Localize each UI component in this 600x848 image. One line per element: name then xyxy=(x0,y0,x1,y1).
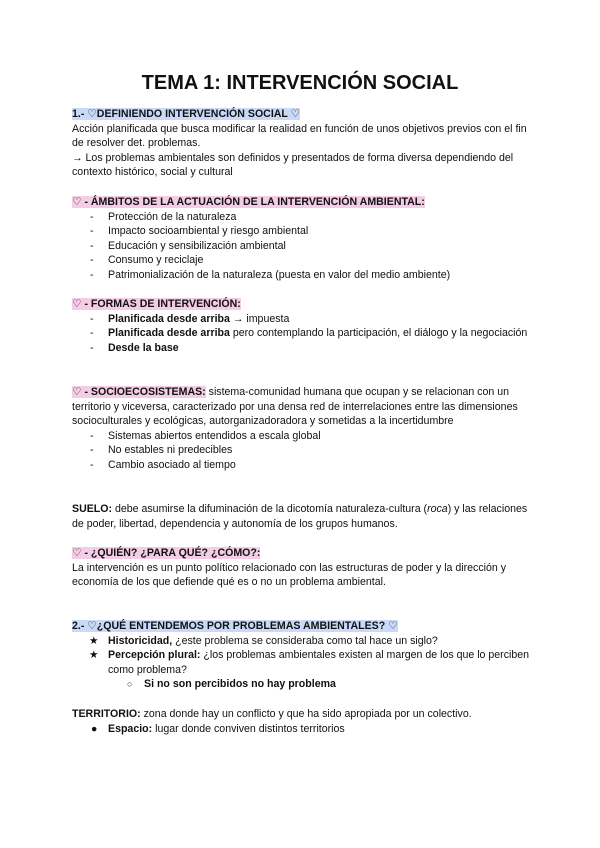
ambitos-heading: ♡ - ÁMBITOS DE LA ACTUACIÓN DE LA INTERVENCIÓN AMBIENTAL: xyxy=(72,196,425,208)
list-item: - No estables ni predecibles xyxy=(90,444,233,457)
section-quien xyxy=(72,546,532,590)
problemas-sublist xyxy=(72,677,532,692)
section-problemas xyxy=(72,619,532,692)
list-item: - Planificada desde arriba → impuesta xyxy=(90,312,290,325)
list-item: - Consumo y reciclaje xyxy=(90,254,204,267)
territorio-list xyxy=(72,722,532,737)
definition-paragraph: Acción planificada que busca modificar la realidad en función de unos objetivos previos con el fin de resolver det. problemas. xyxy=(72,122,527,150)
list-item: ● Espacio: lugar donde conviven distintos territorios xyxy=(91,722,345,735)
list-item: - Patrimonialización de la naturaleza (puesta en valor del medio ambiente) xyxy=(90,268,451,281)
formas-heading: ♡ - FORMAS DE INTERVENCIÓN: xyxy=(72,298,241,310)
section-2-heading: 2.- ♡¿QUÉ ENTENDEMOS POR PROBLEMAS AMBIENTALES? ♡ xyxy=(72,620,398,632)
section-1-heading: 1.- ♡DEFINIENDO INTERVENCIÓN SOCIAL ♡ xyxy=(72,108,301,120)
list-item: - Protección de la naturaleza xyxy=(90,210,237,223)
star-icon: ★ xyxy=(89,634,99,647)
section-ambitos xyxy=(72,195,532,283)
bullet-icon: ● xyxy=(91,722,98,735)
section-socioecosistemas xyxy=(72,385,532,473)
list-item: - Educación y sensibilización ambiental xyxy=(90,239,286,252)
problems-paragraph: → Los problemas ambientales son definidos y presentados de forma diversa dependiendo del contexto histórico, social y cultural xyxy=(72,151,514,179)
socio-definition: sistema-comunidad humana que ocupan y se relacionan con un territorio y viceversa, caracterizado por una densa red de interrelaciones entre las dimensiones socioculturales y ecológicas, autorganizadoradora y sometidas a la incertidumbre xyxy=(72,386,518,428)
suelo-label: SUELO: xyxy=(72,503,113,515)
socio-heading: ♡ - SOCIOECOSISTEMAS: xyxy=(72,386,206,398)
formas-list xyxy=(72,312,532,356)
quien-heading: ♡ - ¿QUIÉN? ¿PARA QUÉ? ¿CÓMO?: xyxy=(72,547,261,559)
socio-list xyxy=(72,429,532,473)
section-suelo: SUELO: debe asumirse la difuminación de la dicotomía naturaleza-cultura (roca) y las relaciones de poder, libertad, dependencia y autonomía de los grupos humanos. xyxy=(72,503,528,530)
list-item: ★ Historicidad, ¿este problema se consideraba como tal hace un siglo? xyxy=(89,634,438,647)
list-item: - Desde la base xyxy=(90,341,179,354)
circle-icon: ○ xyxy=(127,679,133,690)
section-territorio: TERRITORIO: zona donde hay un conflicto y que ha sido apropiada por un colectivo. ● Espacio: lugar donde conviven distintos territorios xyxy=(72,707,532,736)
problemas-list xyxy=(72,634,532,678)
ambitos-list xyxy=(72,210,532,283)
list-item: - Cambio asociado al tiempo xyxy=(90,458,236,471)
quien-paragraph: La intervención es un punto político relacionado con las estructuras de poder y la dirección y economía de los que defiende qué es o no un problema ambiental. xyxy=(72,561,507,589)
list-item: - Planificada desde arriba pero contemplando la participación, el diálogo y la negociación xyxy=(90,327,528,340)
list-item: - Sistemas abiertos entendidos a escala global xyxy=(90,429,321,442)
section-definiendo xyxy=(72,107,532,180)
territorio-label: TERRITORIO: xyxy=(72,708,141,720)
star-icon: ★ xyxy=(89,649,99,662)
list-item: ★ Percepción plural: ¿los problemas ambientales existen al margen de los que lo perciben como problema? xyxy=(89,649,530,676)
section-formas xyxy=(72,297,532,355)
list-item: ○ Si no son percibidos no hay problema xyxy=(127,678,336,691)
list-item: - Impacto socioambiental y riesgo ambiental xyxy=(90,225,309,238)
page-title: TEMA 1: INTERVENCIÓN SOCIAL xyxy=(141,72,459,94)
